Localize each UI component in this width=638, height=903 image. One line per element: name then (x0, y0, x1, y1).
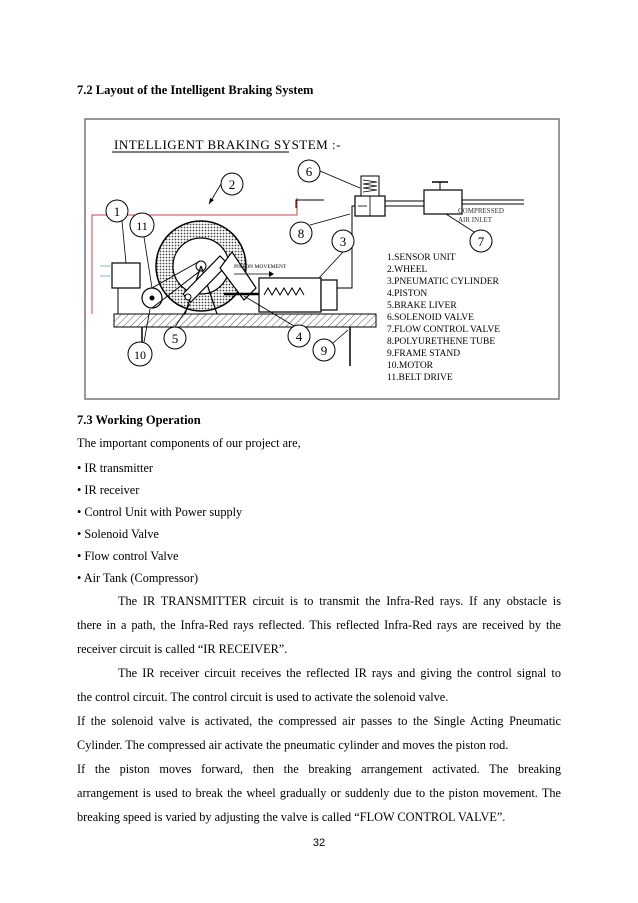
paragraph-line: arrangement is used to break the wheel gradually or suddenly due to the piston movement. The (77, 786, 561, 800)
section-7-2-heading: 7.2 Layout of the Intelligent Braking System (77, 83, 314, 97)
page-number: 32 (312, 837, 326, 849)
svg-text:5: 5 (171, 331, 179, 346)
legend-item: 6.SOLENOID VALVE (387, 313, 474, 323)
svg-text:7: 7 (477, 234, 485, 249)
legend-item: 11.BELT DRIVE (387, 373, 453, 383)
intro-text: The important components of our project are, (77, 436, 301, 450)
callout-2 (209, 173, 243, 204)
frame-stand (114, 314, 376, 327)
compressed-air-label-1: COMPRESSED (458, 207, 504, 215)
svg-text:11: 11 (136, 219, 148, 233)
svg-text:1: 1 (113, 204, 121, 219)
piston-movement-label: PISTON MOVEMENT (234, 264, 287, 270)
callout-3 (319, 230, 354, 278)
legend-item: 2.WHEEL (387, 265, 428, 275)
callout-9 (313, 330, 348, 361)
svg-text:9: 9 (320, 343, 328, 358)
list-item: • Air Tank (Compressor) (77, 571, 199, 585)
legend-item: 4.PISTON (387, 289, 428, 299)
callout-6 (298, 160, 360, 188)
svg-text:2: 2 (228, 177, 236, 192)
svg-text:10: 10 (134, 348, 146, 362)
svg-text:8: 8 (297, 226, 305, 241)
list-item: • IR receiver (77, 483, 140, 497)
svg-text:3: 3 (339, 234, 347, 249)
sensor-unit (100, 263, 140, 314)
paragraph-line: The IR TRANSMITTER circuit is to transmit the Infra-Red rays. If any obstacle is (118, 594, 561, 608)
legend-item: 7.FLOW CONTROL VALVE (387, 325, 501, 335)
figure-legend (387, 253, 500, 383)
list-item: • Solenoid Valve (77, 527, 159, 541)
list-item: • Control Unit with Power supply (77, 505, 243, 519)
legend-item: 9.FRAME STAND (387, 349, 461, 359)
legend-item: 3.PNEUMATIC CYLINDER (387, 277, 499, 287)
braking-system-diagram (84, 118, 560, 400)
paragraph-line: the control circuit. The control circuit is used to activate the solenoid valve. (77, 690, 449, 704)
compressed-air-label-2: AIR INLET (458, 216, 493, 224)
legend-item: 5.BRAKE LIVER (387, 301, 457, 311)
legend-item: 1.SENSOR UNIT (387, 253, 456, 263)
legend-item: 8.POLYURETHENE TUBE (387, 337, 496, 347)
list-item: • Flow control Valve (77, 549, 179, 563)
solenoid-valve (355, 176, 385, 216)
paragraph-line: receiver circuit is called “IR RECEIVER”. (77, 642, 288, 656)
legend-item: 10.MOTOR (387, 361, 434, 371)
svg-text:4: 4 (295, 329, 303, 344)
svg-text:6: 6 (305, 164, 313, 179)
callout-1 (106, 200, 128, 263)
list-item: • IR transmitter (77, 461, 154, 475)
paragraph-line: If the piston moves forward, then the breaking arrangement activated. The breaking (77, 762, 561, 776)
paragraph-line: breaking speed is varied by adjusting the valve is called “FLOW CONTROL VALVE”. (77, 810, 506, 824)
paragraph-line: there in a path, the Infra-Red rays reflected. This reflected Infra-Red rays are received by the (77, 618, 561, 632)
paragraph-line: If the solenoid valve is activated, the compressed air passes to the Single Acting Pneumatic (77, 714, 561, 728)
paragraph-line: The IR receiver circuit receives the reflected IR rays and giving the control signal to (118, 666, 561, 680)
section-7-3-heading: 7.3 Working Operation (77, 413, 201, 427)
figure-title: INTELLIGENT BRAKING SYSTEM :- (114, 137, 341, 152)
paragraph-line: Cylinder. The compressed air activate the pneumatic cylinder and moves the piston rod. (77, 738, 509, 752)
